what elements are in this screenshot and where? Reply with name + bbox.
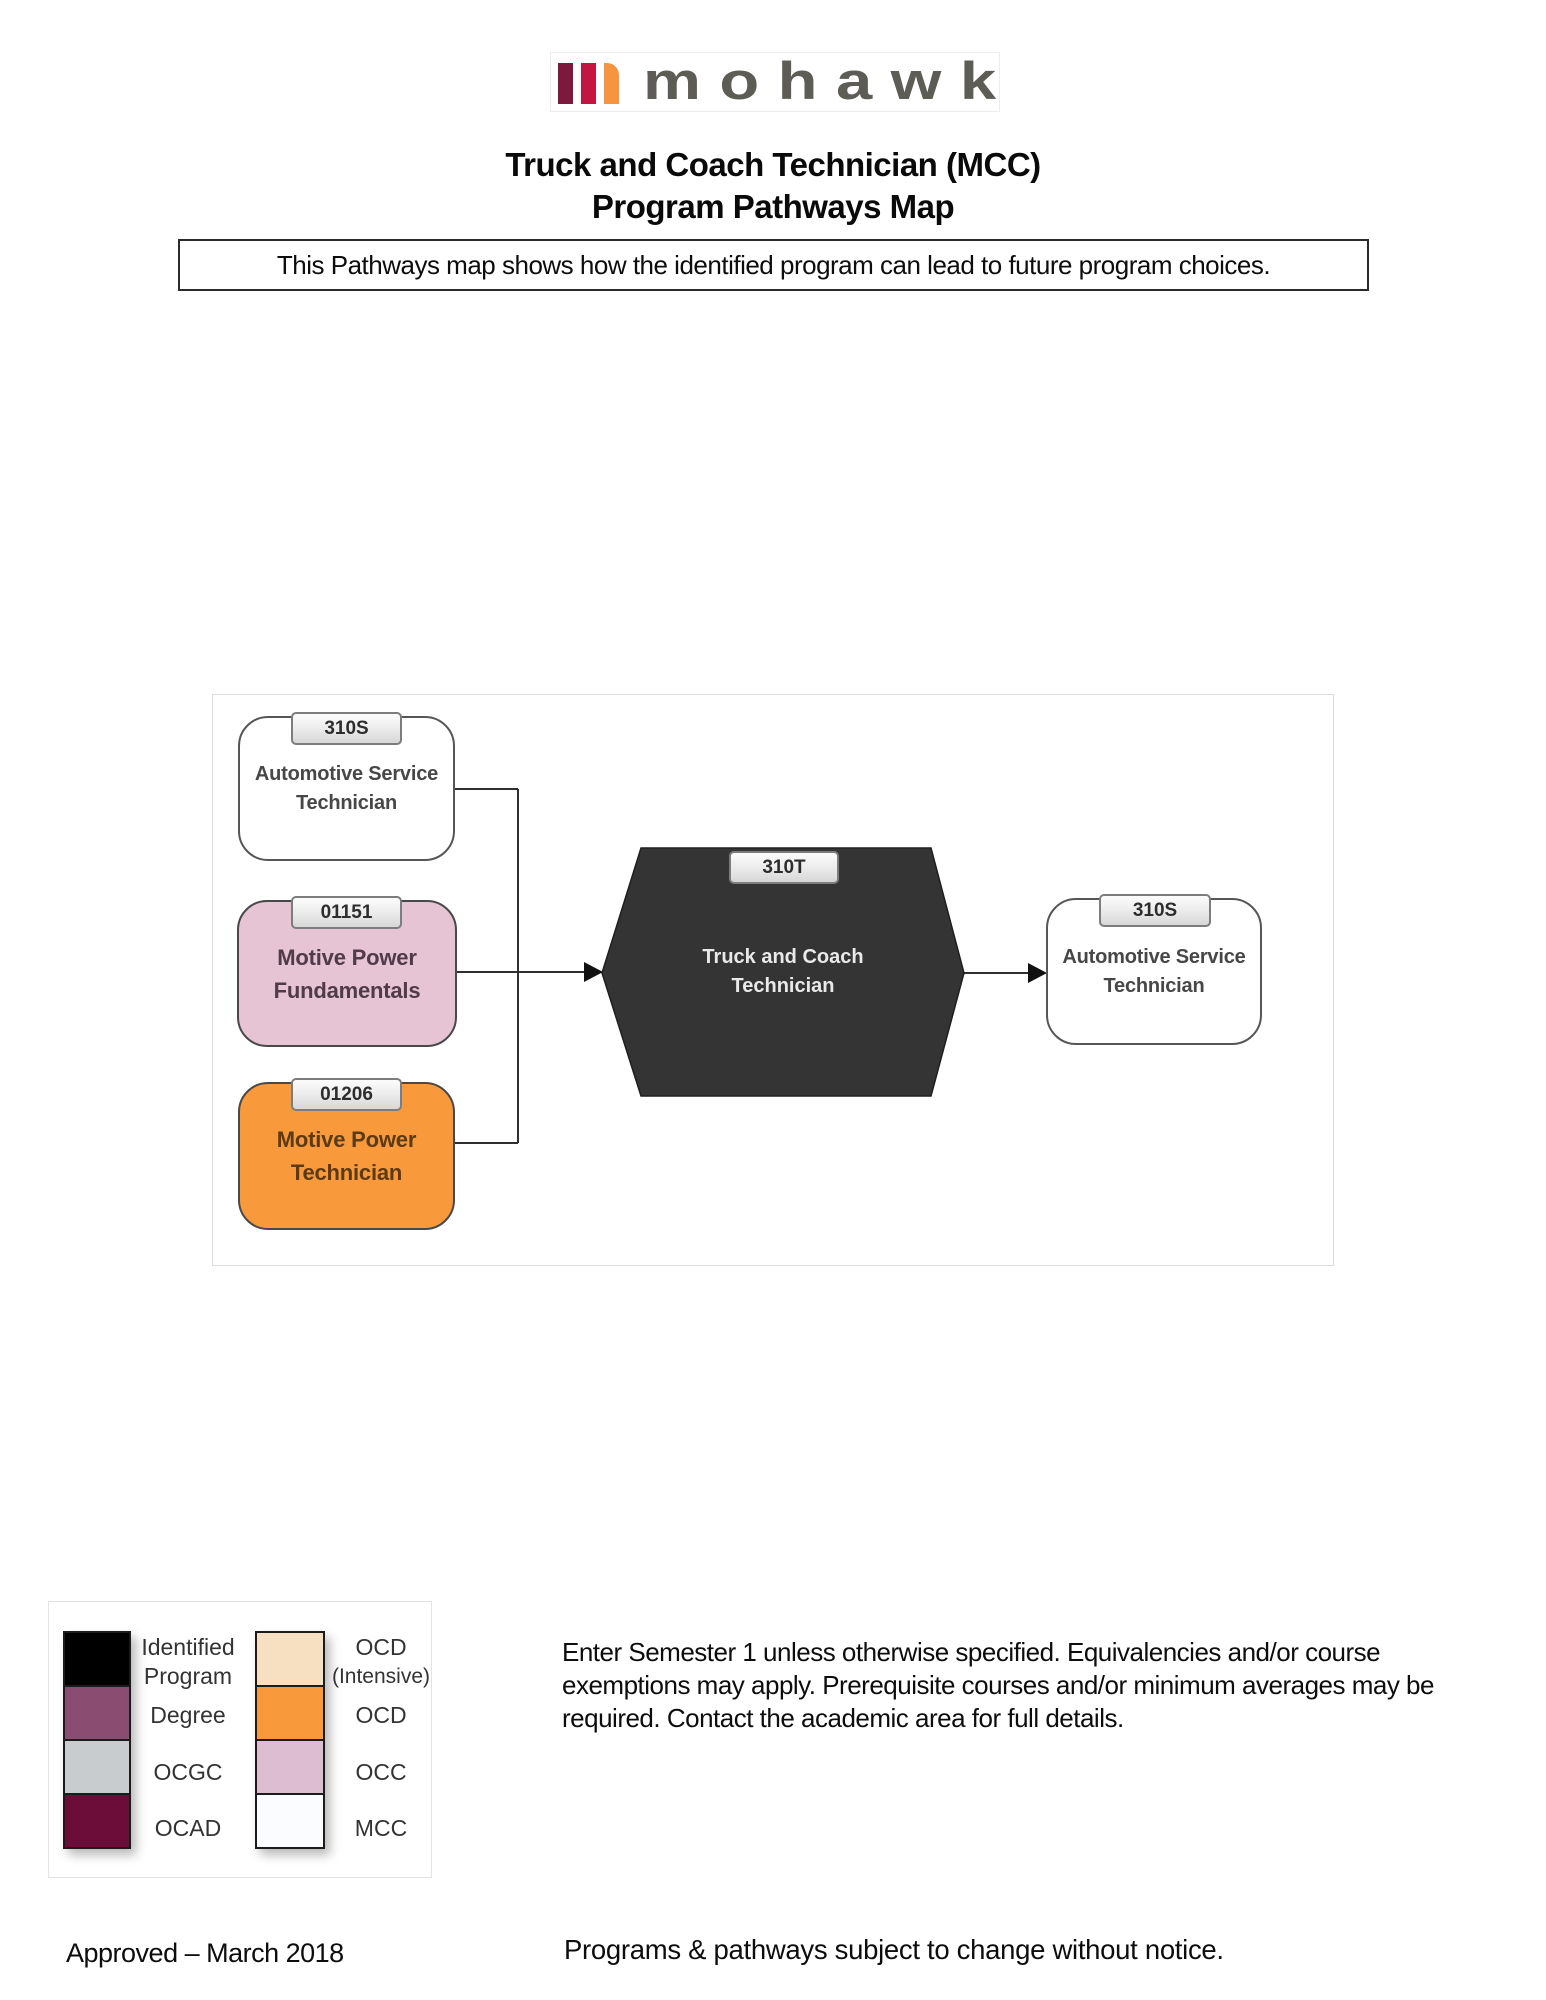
intro-text-box (178, 239, 1369, 291)
note-text: Enter Semester 1 unless otherwise specified. Equivalencies and/or course exemptions may apply. Prerequisite courses and/or minimum averages may be required. Contact the academic area for full details. (562, 1637, 1434, 1733)
node-code-tab: 310S (1099, 894, 1211, 927)
legend-label-identified-program: Identified Program (141, 1634, 235, 1689)
legend-label-ocd: OCD (355, 1702, 407, 1728)
node-code-tab: 01151 (291, 896, 402, 929)
legend-label-mcc: MCC (354, 1815, 408, 1841)
node-code-tab: 01206 (291, 1078, 402, 1111)
legend-swatch-column-right (255, 1631, 325, 1849)
page-subtitle: Program Pathways Map (591, 188, 955, 225)
legend-label-occ: OCC (355, 1759, 407, 1785)
disclaimer-text: Programs & pathways subject to change without notice. (564, 1934, 1224, 1965)
legend-swatch-identified-program (63, 1631, 131, 1687)
legend-swatch-column-left (63, 1631, 131, 1849)
intro-text: This Pathways map shows how the identified program can lead to future program choices. (276, 249, 1271, 280)
approved-date: Approved – March 2018 (66, 1938, 344, 1968)
legend-label-degree: Degree (150, 1702, 226, 1728)
legend-swatch-degree (63, 1685, 131, 1741)
node-code-tab: 310T (729, 851, 839, 884)
node-code-tab: 310S (291, 712, 402, 745)
logo-wordmark: mohawk (643, 52, 1015, 111)
logo-bar-icon (581, 63, 596, 104)
legend-label-ocad: OCAD (154, 1815, 222, 1841)
logo-bar-icon (604, 63, 619, 104)
legend-swatch-ocd (255, 1685, 325, 1741)
node-label: Automotive Service Technician (1062, 945, 1246, 997)
legend-swatch-ocad (63, 1793, 131, 1849)
legend-label-ocgc: OCGC (153, 1759, 223, 1785)
legend-swatch-occ (255, 1739, 325, 1795)
node-label: Motive Power Fundamentals (273, 944, 421, 1003)
page-title: Truck and Coach Technician (MCC) (505, 146, 1041, 183)
legend (48, 1601, 432, 1878)
logo-bar-icon (558, 63, 573, 104)
legend-swatch-mcc (255, 1793, 325, 1849)
legend-label-ocd-intensive: OCD (Intensive) (331, 1634, 431, 1688)
legend-swatch-ocd-intensive (255, 1631, 325, 1687)
legend-swatch-ocgc (63, 1739, 131, 1795)
node-label: Motive Power Technician (276, 1127, 417, 1185)
node-label: Automotive Service Technician (254, 762, 439, 814)
node-label: Truck and Coach Technician (702, 946, 864, 997)
mohawk-logo (550, 52, 1015, 112)
